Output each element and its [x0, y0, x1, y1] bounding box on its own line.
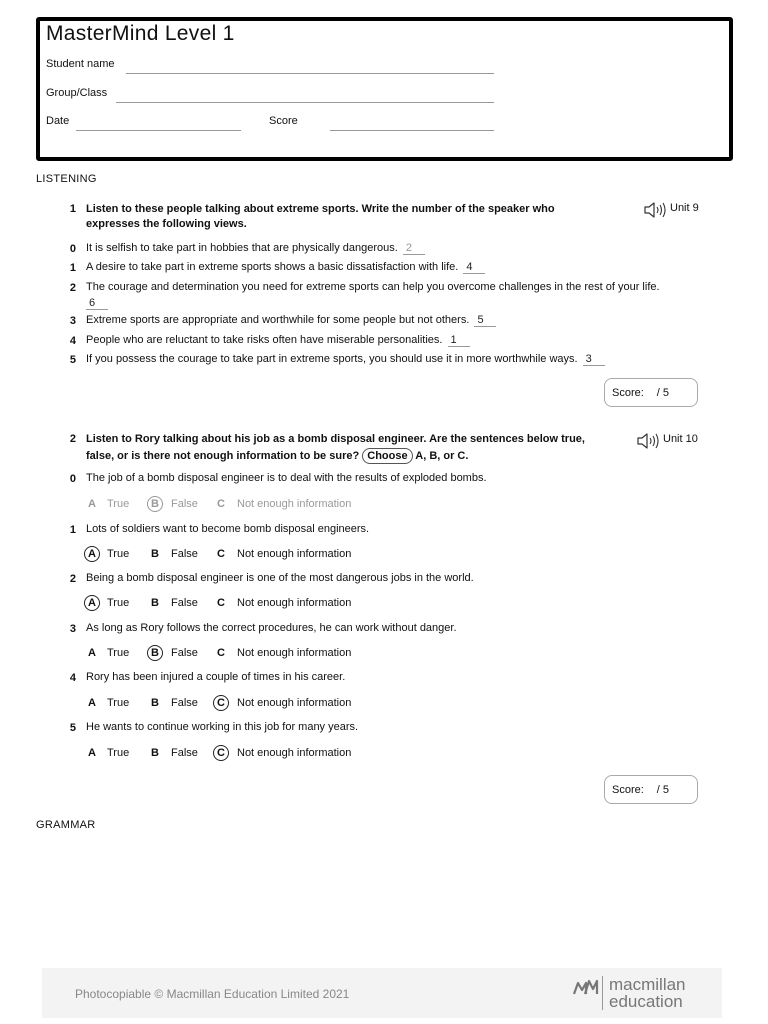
q1-item-number: 1 — [69, 262, 76, 274]
q2-instruction-tail: A, B, or C. — [415, 450, 469, 462]
option-c-label: Not enough information — [237, 548, 352, 560]
q1-unit-label: Unit 9 — [670, 202, 699, 214]
student-name-field[interactable] — [126, 73, 494, 74]
q2-score-box[interactable] — [604, 775, 698, 804]
q1-item-number: 2 — [69, 282, 76, 294]
q1-answer-field[interactable]: 4 — [463, 261, 485, 274]
q1-item-text: People who are reluctant to take risks often have miserable personalities. — [86, 334, 443, 346]
option-b-label: False — [171, 747, 198, 759]
q1-item — [86, 334, 470, 347]
score-label: Score: — [612, 783, 644, 796]
option-c[interactable]: C — [217, 597, 225, 609]
option-c[interactable]: C — [214, 697, 228, 709]
option-a-label: True — [107, 548, 130, 560]
option-a[interactable]: A — [85, 548, 99, 560]
option-a-label: True — [107, 597, 130, 609]
section-listening: LISTENING — [36, 173, 97, 185]
q1-item-number: 3 — [69, 315, 76, 327]
group-class-field[interactable] — [116, 102, 494, 103]
q1-answer-field[interactable]: 5 — [474, 314, 496, 327]
macmillan-logo-icon — [573, 977, 599, 1002]
q1-answer-field[interactable]: 2 — [403, 242, 425, 255]
option-a[interactable]: A — [88, 747, 96, 759]
q1-score-box[interactable] — [604, 378, 698, 407]
option-a[interactable]: A — [88, 647, 96, 659]
date-label: Date — [46, 115, 70, 127]
q2-instruction-line2 — [86, 448, 468, 464]
q1-item — [86, 314, 496, 327]
q1-item-text: The courage and determination you need for extreme sports can help you overcome challenges in the rest of your life. — [86, 281, 660, 293]
q1-item-text: A desire to take part in extreme sports shows a basic dissatisfaction with life. — [86, 261, 459, 273]
option-b[interactable]: B — [148, 498, 162, 510]
q1-item — [86, 297, 108, 310]
q1-item-number: 4 — [69, 335, 76, 347]
option-a-label: True — [107, 498, 130, 510]
q1-item-number: 5 — [69, 354, 76, 366]
q2-item-number: 5 — [69, 722, 76, 734]
score-label: Score — [269, 115, 298, 127]
q2-item-text: The job of a bomb disposal engineer is to deal with the results of exploded bombs. — [86, 472, 487, 484]
option-a[interactable]: A — [88, 498, 96, 510]
option-b-label: False — [171, 498, 198, 510]
q2-item-text: Lots of soldiers want to become bomb disposal engineers. — [86, 523, 370, 535]
option-a[interactable]: A — [85, 597, 99, 609]
option-a[interactable]: A — [88, 697, 96, 709]
option-c-label: Not enough information — [237, 597, 352, 609]
q2-options-example — [85, 498, 405, 512]
option-c-label: Not enough information — [237, 747, 352, 759]
q2-instruction-line1: Listen to Rory talking about his job as a bomb disposal engineer. Are the sentences below true, — [86, 433, 585, 445]
q1-item-text: If you possess the courage to take part in extreme sports, you should use it in more worthwhile ways. — [86, 353, 578, 365]
option-c-label: Not enough information — [237, 697, 352, 709]
option-c[interactable]: C — [217, 498, 225, 510]
q2-options — [85, 647, 405, 661]
option-b[interactable]: B — [151, 697, 159, 709]
option-b[interactable]: B — [148, 647, 162, 659]
option-b[interactable]: B — [151, 597, 159, 609]
q2-number: 2 — [69, 433, 76, 445]
score-label: Score: — [612, 386, 644, 399]
option-c[interactable]: C — [214, 747, 228, 759]
q2-options — [85, 548, 405, 562]
speaker-icon[interactable] — [643, 201, 667, 219]
option-b[interactable]: B — [151, 548, 159, 560]
option-b-label: False — [171, 647, 198, 659]
logo-divider — [602, 976, 603, 1010]
q2-unit-label: Unit 10 — [663, 433, 698, 445]
q2-item-text: Rory has been injured a couple of times in his career. — [86, 671, 346, 683]
q2-item-text: As long as Rory follows the correct procedures, he can work without danger. — [86, 622, 457, 634]
option-c[interactable]: C — [217, 548, 225, 560]
option-b-label: False — [171, 697, 198, 709]
q2-item-text: He wants to continue working in this job for many years. — [86, 721, 359, 733]
group-class-label: Group/Class — [46, 87, 108, 99]
student-name-label: Student name — [46, 58, 115, 70]
q1-item — [86, 261, 485, 274]
q2-options — [85, 597, 405, 611]
option-b[interactable]: B — [151, 747, 159, 759]
q1-item — [86, 353, 605, 366]
q2-item-number: 0 — [69, 473, 76, 485]
option-c-label: Not enough information — [237, 498, 352, 510]
copyright-text: Photocopiable © Macmillan Education Limited 2021 — [75, 987, 350, 1001]
q2-item-number: 1 — [69, 524, 76, 536]
section-grammar: GRAMMAR — [36, 819, 96, 831]
option-b-label: False — [171, 597, 198, 609]
q1-number: 1 — [69, 203, 76, 215]
q1-answer-field[interactable]: 6 — [86, 297, 108, 310]
q1-item — [86, 242, 425, 255]
score-field[interactable] — [330, 130, 494, 131]
date-field[interactable] — [76, 130, 241, 131]
option-c[interactable]: C — [217, 647, 225, 659]
score-total: / 5 — [656, 386, 670, 399]
q2-instruction-text: false, or is there not enough information to be sure? — [86, 450, 360, 462]
q1-item-text: Extreme sports are appropriate and worthwhile for some people but not others. — [86, 314, 470, 326]
logo-text-macmillan: macmillan — [609, 975, 686, 994]
option-a-label: True — [107, 697, 130, 709]
q2-options — [85, 747, 405, 761]
page-title: MasterMind Level 1 — [46, 22, 235, 45]
q2-item-number: 3 — [69, 623, 76, 635]
q1-answer-field[interactable]: 1 — [448, 334, 470, 347]
q2-item-number: 4 — [69, 672, 76, 684]
q2-item-text: Being a bomb disposal engineer is one of the most dangerous jobs in the world. — [86, 572, 474, 584]
speaker-icon[interactable] — [636, 432, 660, 450]
q2-item-number: 2 — [69, 573, 76, 585]
score-total: / 5 — [656, 783, 670, 796]
option-a-label: True — [107, 647, 130, 659]
choose-highlight: Choose — [362, 448, 412, 464]
q1-instruction: Listen to these people talking about extreme sports. Write the number of the speaker who expresses the following views. — [86, 203, 555, 230]
q1-answer-field[interactable]: 3 — [583, 353, 605, 366]
q1-item-text: It is selfish to take part in hobbies that are physically dangerous. — [86, 242, 398, 254]
q1-item-number: 0 — [69, 243, 76, 255]
logo-text-education: education — [609, 992, 683, 1011]
option-c-label: Not enough information — [237, 647, 352, 659]
option-b-label: False — [171, 548, 198, 560]
option-a-label: True — [107, 747, 130, 759]
q2-options — [85, 697, 405, 711]
